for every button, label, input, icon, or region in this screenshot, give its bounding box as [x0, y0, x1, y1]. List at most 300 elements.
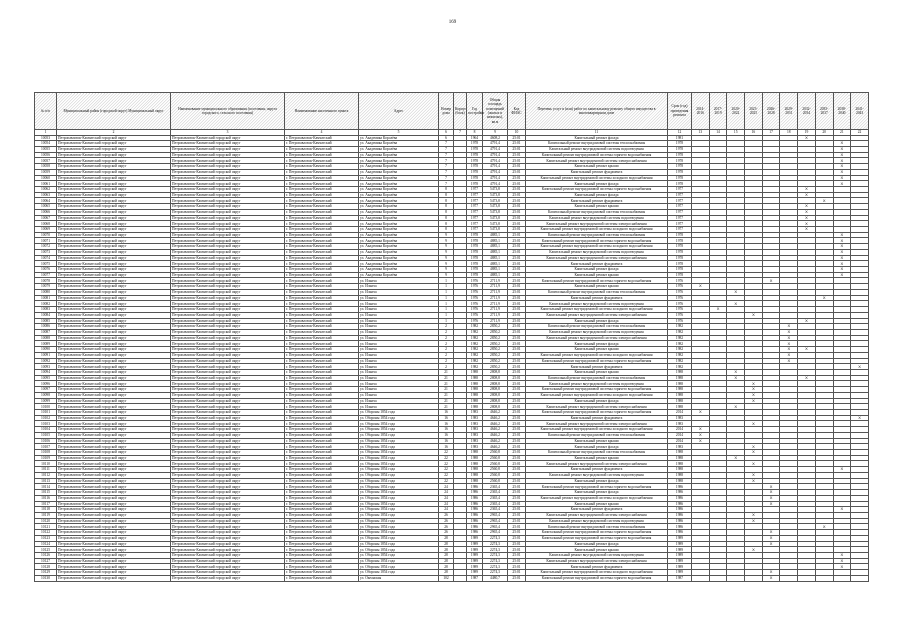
table-cell: г. Петропавловск-Камчатский	[285, 421, 359, 427]
table-cell: 7	[439, 152, 454, 158]
table-cell: Петропавловск-Камчатский городской округ	[171, 289, 285, 295]
table-cell: 4646,2	[483, 444, 508, 450]
period-mark: X	[851, 415, 869, 421]
table-cell: 1981	[668, 135, 692, 141]
period-mark: X	[709, 307, 727, 313]
table-cell: Петропавловск-Камчатский городской округ	[57, 472, 171, 478]
table-cell: 25:01	[508, 301, 526, 307]
table-cell: 4646,2	[483, 410, 508, 416]
table-cell: 10116	[35, 495, 57, 501]
table-cell: 25:01	[508, 461, 526, 467]
table-cell: 1978	[668, 146, 692, 152]
column-number: 12	[668, 130, 692, 136]
table-cell: Петропавловск-Камчатский городской округ	[171, 329, 285, 335]
table-cell: 24	[439, 495, 454, 501]
table-cell: 1	[439, 318, 454, 324]
table-cell: ул. Академика Королёва	[359, 158, 439, 164]
table-cell: 25:01	[508, 541, 526, 547]
table-cell: 1988	[467, 387, 483, 393]
table-cell: 1986	[668, 484, 692, 490]
table-cell: Петропавловск-Камчатский городской округ	[57, 484, 171, 490]
period-mark: X	[798, 227, 816, 233]
period-mark: X	[833, 158, 851, 164]
table-cell: Петропавловск-Камчатский городской округ	[57, 221, 171, 227]
table-cell: 1987	[467, 575, 483, 581]
period-mark: X	[798, 375, 816, 381]
table-cell: Петропавловск-Камчатский городской округ	[171, 535, 285, 541]
table-cell: 10112	[35, 472, 57, 478]
table-cell: Петропавловск-Камчатский городской округ	[57, 301, 171, 307]
table-cell: Капитальный ремонт фундамента	[526, 169, 668, 175]
table-cell: 25:01	[508, 478, 526, 484]
table-cell: 28	[439, 547, 454, 553]
table-cell: г. Петропавловск-Камчатский	[285, 278, 359, 284]
table-cell: г. Петропавловск-Камчатский	[285, 284, 359, 290]
period-cell	[833, 575, 851, 581]
table-cell: 2808,8	[483, 381, 508, 387]
table-cell: 10092	[35, 358, 57, 364]
table-cell: 10057	[35, 158, 57, 164]
table-cell: Капитальный ремонт внутридомовой системы водоотведения	[526, 249, 668, 255]
table-cell: 10100	[35, 404, 57, 410]
table-cell: 21	[439, 387, 454, 393]
table-cell: Капитальный ремонт фасада	[526, 135, 668, 141]
table-cell: 1982	[668, 335, 692, 341]
table-cell: 25:01	[508, 450, 526, 456]
table-cell: 1988	[467, 455, 483, 461]
table-cell: 10098	[35, 392, 57, 398]
period-mark: X	[798, 135, 816, 141]
table-cell: Петропавловск-Камчатский городской округ	[57, 209, 171, 215]
table-cell: Петропавловск-Камчатский городской округ	[171, 307, 285, 313]
table-cell: г. Петропавловск-Камчатский	[285, 341, 359, 347]
table-cell: 5473,8	[483, 221, 508, 227]
table-cell: 10081	[35, 295, 57, 301]
table-cell: Капитальный ремонт крыши	[526, 164, 668, 170]
table-cell: Капитальный ремонт фасада	[526, 478, 668, 484]
table-cell: 25:01	[508, 507, 526, 513]
table-cell: 1978	[668, 158, 692, 164]
table-cell: Капитальный ремонт крыши	[526, 272, 668, 278]
table-cell: 10126	[35, 552, 57, 558]
table-cell: 1988	[668, 381, 692, 387]
table-cell: 1977	[668, 209, 692, 215]
table-cell: 1989	[668, 541, 692, 547]
table-cell: 1978	[668, 238, 692, 244]
table-cell: 25:01	[508, 501, 526, 507]
table-cell: ул. Ильича	[359, 307, 439, 313]
table-cell: 1977	[467, 227, 483, 233]
table-cell: 25:01	[508, 495, 526, 501]
table-cell: Петропавловск-Камчатский городской округ	[57, 181, 171, 187]
table-cell: 5473,8	[483, 198, 508, 204]
table-cell: ул. Обороны 1854 года	[359, 427, 439, 433]
table-cell: ул. Академика Королёва	[359, 244, 439, 250]
table-cell: 1978	[668, 261, 692, 267]
table-cell: 6	[439, 135, 454, 141]
table-cell: 2808,8	[483, 404, 508, 410]
table-cell: г. Петропавловск-Камчатский	[285, 152, 359, 158]
table-cell: 25:01	[508, 455, 526, 461]
table-cell: 25:01	[508, 535, 526, 541]
table-cell: 1989	[467, 564, 483, 570]
table-cell: 10108	[35, 450, 57, 456]
table-cell: г. Петропавловск-Камчатский	[285, 524, 359, 530]
table-cell: Петропавловск-Камчатский городской округ	[57, 369, 171, 375]
table-cell: Капитальный ремонт внутридомовой системы горячего водоснабжения	[526, 484, 668, 490]
table-cell: 22	[439, 455, 454, 461]
table-cell: 1978	[467, 152, 483, 158]
table-cell: ул. Академика Королёва	[359, 198, 439, 204]
table-cell: 10099	[35, 398, 57, 404]
table-cell: 1978	[467, 169, 483, 175]
period-cell	[815, 575, 833, 581]
table-cell: 10080	[35, 289, 57, 295]
table-cell: 2850,2	[483, 324, 508, 330]
table-cell: Петропавловск-Камчатский городской округ	[171, 146, 285, 152]
table-cell: 1982	[668, 358, 692, 364]
table-cell: 1986	[467, 495, 483, 501]
period-mark: X	[745, 398, 763, 404]
table-cell: Капитальный ремонт фундамента	[526, 261, 668, 267]
table-cell: 1986	[668, 495, 692, 501]
table-cell: Капитальный ремонт крыши	[526, 204, 668, 210]
table-cell: 1988	[668, 392, 692, 398]
table-cell: 25:01	[508, 307, 526, 313]
table-cell: 1976	[668, 295, 692, 301]
table-cell: ул. Ильича	[359, 295, 439, 301]
table-cell: 2560,8	[483, 478, 508, 484]
period-mark: X	[833, 238, 851, 244]
table-cell: г. Петропавловск-Камчатский	[285, 164, 359, 170]
table-cell: 1989	[467, 547, 483, 553]
table-cell: 25:01	[508, 564, 526, 570]
table-cell: 1983	[668, 415, 692, 421]
table-cell: Капитальный ремонт внутридомовой системы теплоснабжения	[526, 289, 668, 295]
table-cell: Петропавловск-Камчатский городской округ	[57, 375, 171, 381]
table-cell: Капитальный ремонт внутридомовой системы водоотведения	[526, 472, 668, 478]
table-cell: 10109	[35, 455, 57, 461]
period-mark: X	[745, 478, 763, 484]
table-cell: г. Петропавловск-Камчатский	[285, 192, 359, 198]
table-cell: Петропавловск-Камчатский городской округ	[171, 552, 285, 558]
period-mark: X	[780, 335, 798, 341]
table-cell: Петропавловск-Камчатский городской округ	[171, 352, 285, 358]
table-cell: 1988	[467, 467, 483, 473]
table-cell: 25:01	[508, 558, 526, 564]
table-cell: Капитальный ремонт внутридомовой системы электроснабжения	[526, 558, 668, 564]
table-cell: Петропавловск-Камчатский городской округ	[57, 410, 171, 416]
table-cell: 25:01	[508, 324, 526, 330]
period-mark: X	[833, 552, 851, 558]
table-cell: 2808,8	[483, 375, 508, 381]
table-cell: 28	[439, 541, 454, 547]
table-cell: 25:01	[508, 392, 526, 398]
table-cell: 1989	[668, 547, 692, 553]
column-number: 19	[798, 130, 816, 136]
period-cell	[780, 575, 798, 581]
table-cell: 1988	[467, 404, 483, 410]
period-mark: X	[727, 369, 745, 375]
table-cell: 2014	[668, 432, 692, 438]
table-cell: 25:01	[508, 221, 526, 227]
table-cell: Капитальный ремонт внутридомовой системы горячего водоснабжения	[526, 152, 668, 158]
table-cell: г. Петропавловск-Камчатский	[285, 512, 359, 518]
table-cell: ул. Ильича	[359, 324, 439, 330]
table-cell: 1988	[668, 369, 692, 375]
table-cell: 10130	[35, 575, 57, 581]
table-cell: ул. Обороны 1854 года	[359, 530, 439, 536]
table-cell: Петропавловск-Камчатский городской округ	[171, 410, 285, 416]
table-cell: 1978	[668, 169, 692, 175]
table-cell: 1988	[467, 392, 483, 398]
table-cell: 25:01	[508, 512, 526, 518]
table-cell: 1978	[467, 181, 483, 187]
table-cell: 1977	[668, 227, 692, 233]
table-cell: г. Петропавловск-Камчатский	[285, 570, 359, 576]
table-cell: Петропавловск-Камчатский городской округ	[171, 450, 285, 456]
table-cell: 10056	[35, 152, 57, 158]
table-cell: Капитальный ремонт внутридомовой системы электроснабжения	[526, 461, 668, 467]
table-cell: 1988	[668, 467, 692, 473]
column-number: 1	[35, 130, 57, 136]
table-cell: 25:01	[508, 261, 526, 267]
period-mark: X	[762, 490, 780, 496]
table-cell: 4608,2	[483, 135, 508, 141]
table-cell: ул. Ильича	[359, 284, 439, 290]
table-cell: ул. Ильича	[359, 312, 439, 318]
table-cell: 8	[439, 215, 454, 221]
period-mark: X	[833, 141, 851, 147]
table-cell: г. Петропавловск-Камчатский	[285, 392, 359, 398]
table-cell: 7	[439, 169, 454, 175]
table-cell: Петропавловск-Камчатский городской округ	[57, 478, 171, 484]
table-cell: 5473,8	[483, 186, 508, 192]
table-cell: ул. Обороны 1854 года	[359, 444, 439, 450]
capital-repair-table	[34, 92, 869, 582]
period-mark: X	[833, 261, 851, 267]
table-cell: ул. Академика Королёва	[359, 192, 439, 198]
table-cell: ул. Обороны 1854 года	[359, 512, 439, 518]
table-cell: г. Петропавловск-Камчатский	[285, 221, 359, 227]
table-cell: 1977	[668, 215, 692, 221]
table-cell: 10094	[35, 369, 57, 375]
period-mark: X	[815, 524, 833, 530]
period-cell	[745, 575, 763, 581]
table-cell: 1988	[668, 472, 692, 478]
table-cell: 1976	[668, 318, 692, 324]
capital-repair-table-sheet	[34, 92, 868, 582]
table-cell: ул. Ильича	[359, 387, 439, 393]
period-mark: X	[780, 329, 798, 335]
table-cell: 1977	[668, 204, 692, 210]
period-mark: X	[745, 387, 763, 393]
column-header: Срок (год) проведения ремонта	[668, 93, 692, 130]
table-cell: 1989	[467, 570, 483, 576]
period-mark: X	[798, 221, 816, 227]
table-cell: 10105	[35, 432, 57, 438]
table-cell: 25:01	[508, 249, 526, 255]
table-cell: Капитальный ремонт фундамента	[526, 507, 668, 513]
table-cell	[454, 575, 467, 581]
table-cell: 1977	[668, 192, 692, 198]
table-cell: 2365,4	[483, 484, 508, 490]
table-cell: 2365,4	[483, 501, 508, 507]
table-cell: Петропавловск-Камчатский городской округ	[57, 415, 171, 421]
table-cell: Капитальный ремонт внутридомовой системы теплоснабжения	[526, 232, 668, 238]
table-cell: Петропавловск-Камчатский городской округ	[57, 227, 171, 233]
column-header: 2041-2043	[851, 93, 869, 130]
table-cell: 1982	[668, 364, 692, 370]
table-cell: Капитальный ремонт фасада	[526, 181, 668, 187]
table-cell: 10103	[35, 421, 57, 427]
table-cell: Петропавловск-Камчатский городской округ	[57, 530, 171, 536]
table-cell: 25:01	[508, 198, 526, 204]
table-cell: 1988	[668, 461, 692, 467]
table-cell: 1988	[668, 450, 692, 456]
table-cell: 10106	[35, 438, 57, 444]
table-cell: 2711,9	[483, 301, 508, 307]
table-cell: 10129	[35, 570, 57, 576]
table-cell: 25:01	[508, 369, 526, 375]
table-cell: 25:01	[508, 272, 526, 278]
table-cell: Петропавловск-Камчатский городской округ	[57, 289, 171, 295]
table-cell: 25:01	[508, 181, 526, 187]
table-cell: 25:01	[508, 490, 526, 496]
table-cell: 25:01	[508, 352, 526, 358]
period-mark: X	[833, 244, 851, 250]
table-cell: ул. Обороны 1854 года	[359, 421, 439, 427]
table-cell: ул. Академика Королёва	[359, 135, 439, 141]
table-cell: Капитальный ремонт внутридомовой системы теплоснабжения	[526, 524, 668, 530]
period-mark: X	[798, 347, 816, 353]
table-cell: 10093	[35, 364, 57, 370]
table-cell: 9	[439, 249, 454, 255]
table-cell: 10084	[35, 312, 57, 318]
table-cell: Петропавловск-Камчатский городской округ	[57, 398, 171, 404]
table-cell: ул. Обороны 1854 года	[359, 547, 439, 553]
table-cell: Петропавловск-Камчатский городской округ	[171, 244, 285, 250]
table-cell: Капитальный ремонт внутридомовой системы горячего водоснабжения	[526, 186, 668, 192]
table-cell: 1978	[467, 244, 483, 250]
table-cell: 2014	[668, 427, 692, 433]
period-mark: X	[833, 564, 851, 570]
table-cell: Петропавловск-Камчатский городской округ	[171, 341, 285, 347]
table-cell: 10071	[35, 238, 57, 244]
table-cell: 2	[439, 347, 454, 353]
table-cell: ул. Обороны 1854 года	[359, 438, 439, 444]
table-cell: Капитальный ремонт фундамента	[526, 364, 668, 370]
table-cell: Петропавловск-Камчатский городской округ	[171, 398, 285, 404]
table-cell: ул. Обороны 1854 года	[359, 484, 439, 490]
table-cell: 10127	[35, 558, 57, 564]
table-cell: Петропавловск-Камчатский городской округ	[57, 490, 171, 496]
table-cell: Петропавловск-Камчатский городской округ	[57, 524, 171, 530]
table-cell: г. Петропавловск-Камчатский	[285, 318, 359, 324]
table-cell: Капитальный ремонт внутридомовой системы водоотведения	[526, 552, 668, 558]
table-cell: 10054	[35, 141, 57, 147]
table-cell: 7	[439, 141, 454, 147]
table-cell: Петропавловск-Камчатский городской округ	[171, 512, 285, 518]
table-cell: г. Петропавловск-Камчатский	[285, 215, 359, 221]
table-cell: 1978	[467, 249, 483, 255]
table-cell: 1978	[668, 267, 692, 273]
table-cell: г. Петропавловск-Камчатский	[285, 289, 359, 295]
table-cell: Петропавловск-Камчатский городской округ	[171, 392, 285, 398]
table-cell: 25:01	[508, 284, 526, 290]
table-cell: 1988	[668, 398, 692, 404]
table-cell: 2808,8	[483, 369, 508, 375]
table-cell: Капитальный ремонт внутридомовой системы теплоснабжения	[526, 450, 668, 456]
table-cell: 1978	[668, 152, 692, 158]
table-cell: ул. Обороны 1854 года	[359, 461, 439, 467]
table-cell: 25:01	[508, 227, 526, 233]
table-cell: 1988	[668, 478, 692, 484]
period-cell	[798, 575, 816, 581]
table-cell: ул. Ильича	[359, 289, 439, 295]
table-cell: 25:01	[508, 415, 526, 421]
table-cell: ул. Академика Королёва	[359, 215, 439, 221]
table-cell: г. Петропавловск-Камчатский	[285, 335, 359, 341]
table-cell: 7	[439, 158, 454, 164]
table-cell: 1989	[467, 541, 483, 547]
column-number: 2	[57, 130, 171, 136]
table-cell: г. Петропавловск-Камчатский	[285, 535, 359, 541]
table-cell: ул. Ильича	[359, 278, 439, 284]
table-cell: 25:01	[508, 518, 526, 524]
table-cell: 2808,8	[483, 387, 508, 393]
table-cell: г. Петропавловск-Камчатский	[285, 347, 359, 353]
table-cell: Петропавловск-Камчатский городской округ	[171, 484, 285, 490]
table-cell: 10107	[35, 444, 57, 450]
table-cell: 25:01	[508, 530, 526, 536]
table-cell: ул. Академика Королёва	[359, 186, 439, 192]
table-cell: Петропавловск-Камчатский городской округ	[57, 432, 171, 438]
table-cell: 10120	[35, 518, 57, 524]
period-mark: X	[745, 312, 763, 318]
table-cell: 10078	[35, 278, 57, 284]
table-cell: 1983	[467, 438, 483, 444]
table-cell: Капитальный ремонт внутридомовой системы теплоснабжения	[526, 432, 668, 438]
table-cell: 22	[439, 472, 454, 478]
table-cell: ул. Обороны 1854 года	[359, 570, 439, 576]
table-cell: ул. Обороны 1854 года	[359, 415, 439, 421]
table-cell: г. Петропавловск-Камчатский	[285, 329, 359, 335]
table-cell: 25:01	[508, 141, 526, 147]
period-mark: X	[762, 495, 780, 501]
table-cell: Капитальный ремонт внутридомовой системы теплоснабжения	[526, 375, 668, 381]
table-cell: Капитальный ремонт внутридомовой системы электроснабжения	[526, 421, 668, 427]
table-cell: 1982	[668, 347, 692, 353]
column-header: 2035-2037	[815, 93, 833, 130]
table-cell: Капитальный ремонт внутридомовой системы водоотведения	[526, 329, 668, 335]
table-cell: 21	[439, 375, 454, 381]
period-mark: X	[745, 472, 763, 478]
table-cell: 1982	[668, 341, 692, 347]
table-cell: 10122	[35, 530, 57, 536]
table-cell: 1986	[467, 524, 483, 530]
table-cell: г. Петропавловск-Камчатский	[285, 198, 359, 204]
table-cell: Петропавловск-Камчатский городской округ	[171, 427, 285, 433]
table-cell: Капитальный ремонт внутридомовой системы холодного водоснабжения	[526, 570, 668, 576]
table-cell: Петропавловск-Камчатский городской округ	[57, 175, 171, 181]
table-cell: г. Петропавловск-Камчатский	[285, 186, 359, 192]
table-cell: 4791,4	[483, 158, 508, 164]
table-cell: 1977	[467, 221, 483, 227]
table-cell: ул. Обороны 1854 года	[359, 467, 439, 473]
table-cell: Петропавловск-Камчатский городской округ	[171, 261, 285, 267]
table-cell: Капитальный ремонт внутридомовой системы холодного водоснабжения	[526, 352, 668, 358]
